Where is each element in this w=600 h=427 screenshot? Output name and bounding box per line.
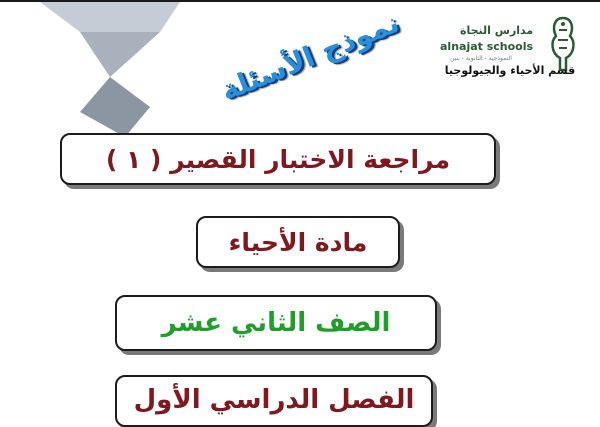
term-label: الفصل الدراسي الأول xyxy=(133,385,415,415)
subject-label: مادة الأحياء xyxy=(228,227,368,257)
grade-label: الصف الثاني عشر xyxy=(161,308,391,338)
review-title: مراجعة الاختبار القصير ( ١ ) xyxy=(105,144,451,174)
decorative-chevron-graphic xyxy=(40,2,180,137)
school-name-english: alnajat schools xyxy=(440,40,534,53)
grade-box xyxy=(115,295,437,351)
school-name-arabic: مدارس النجاة xyxy=(460,24,534,37)
review-title-box xyxy=(60,133,496,185)
school-subtitle: النموذجية - الثانوية - بنين xyxy=(450,55,512,62)
question-sample-stamp: نموذج الأسئلة xyxy=(216,5,404,108)
school-logo xyxy=(430,12,590,92)
department-label: قسم الأحياء والجيولوجيا xyxy=(444,64,576,77)
subject-box xyxy=(196,216,400,268)
term-box xyxy=(115,375,433,427)
